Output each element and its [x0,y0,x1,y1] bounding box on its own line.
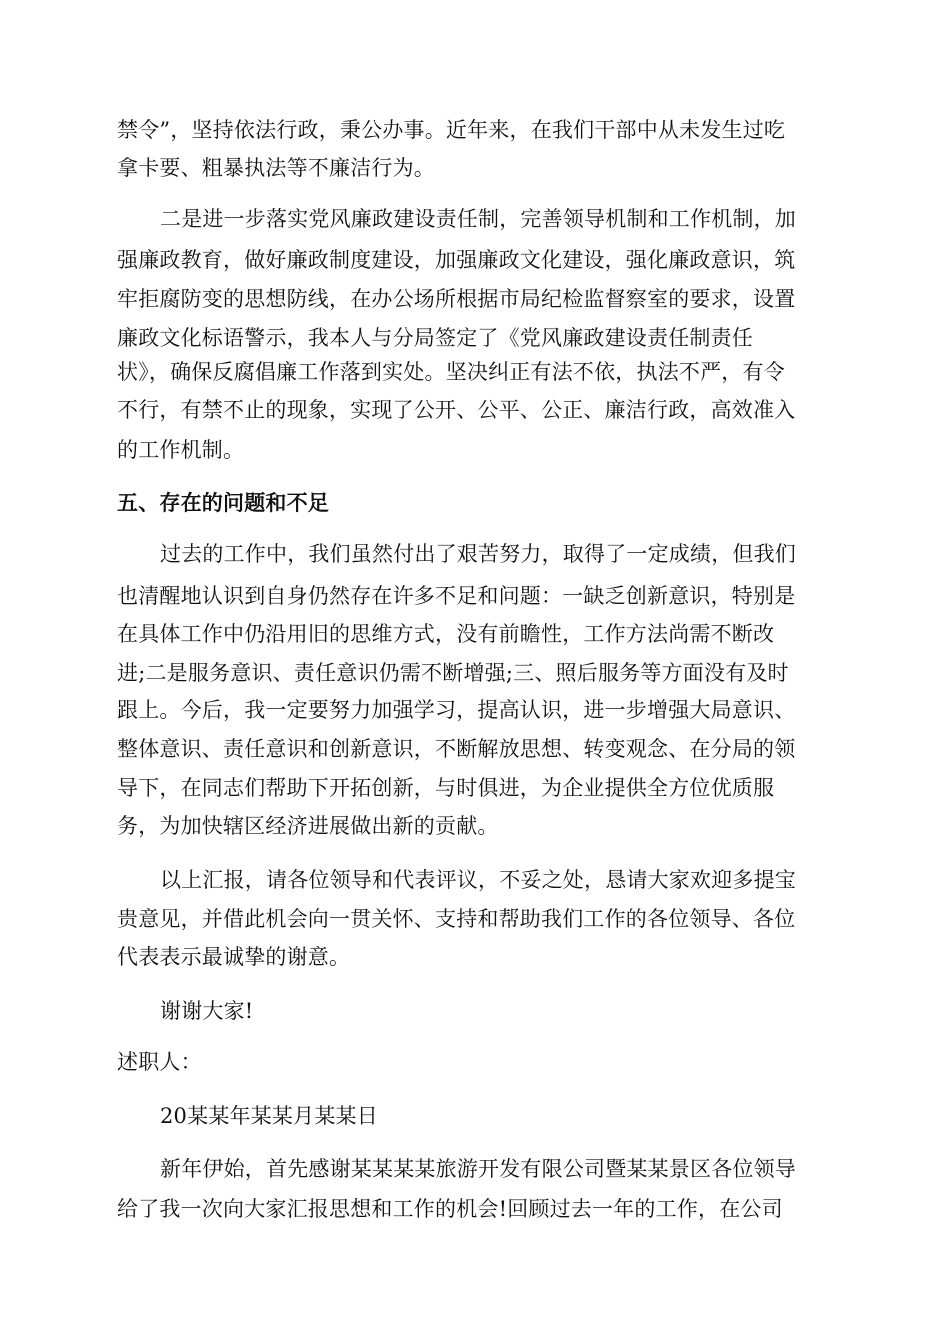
signature-label: 述职人： [117,1050,202,1074]
body-text-line: 进;二是服务意识、责任意识仍需不断增强;三、照后服务等方面没有及时 [117,661,789,685]
body-text-line: 在具体工作中仍沿用旧的思维方式，没有前瞻性，工作方法尚需不断改 [117,622,775,646]
body-text-line: 整体意识、责任意识和创新意识，不断解放思想、转变观念、在分局的领 [117,737,796,761]
body-text-line: 的工作机制。 [117,438,245,462]
paragraph-first-line: 以上汇报，请各位领导和代表评议，不妥之处，恳请大家欢迎多提宝 [160,868,796,892]
body-text-line: 牢拒腐防变的思想防线，在办公场所根据市局纪检监督察室的要求，设置 [117,287,796,311]
paragraph-first-line: 新年伊始，首先感谢某某某某旅游开发有限公司暨某某景区各位领导 [160,1157,796,1181]
paragraph-first-line: 二是进一步落实党风廉政建设责任制，完善领导机制和工作机制，加 [160,207,796,231]
body-text-line: 也清醒地认识到自身仍然存在许多不足和问题：一缺乏创新意识，特别是 [117,584,796,608]
body-text-line: 廉政文化标语警示，我本人与分局签定了《党风廉政建设责任制责任 [117,326,753,350]
body-text-line: 务，为加快辖区经济进展做出新的贡献。 [117,814,499,838]
body-text-line: 不行，有禁不止的现象，实现了公开、公平、公正、廉洁行政，高效准入 [117,398,796,422]
body-text-line: 强廉政教育，做好廉政制度建设，加强廉政文化建设，强化廉政意识，筑 [117,248,796,272]
body-text-line: 导下，在同志们帮助下开拓创新，与时俱进，为企业提供全方位优质服 [117,776,775,800]
section-heading: 五、存在的问题和不足 [117,491,329,515]
body-text-line: 跟上。今后，我一定要努力加强学习，提高认识，进一步增强大局意识、 [117,698,796,722]
thanks-line: 谢谢大家! [160,999,254,1023]
date-line: 20某某年某某月某某日 [160,1104,378,1128]
body-text-line: 给了我一次向大家汇报思想和工作的机会!回顾过去一年的工作，在公司 [117,1197,783,1221]
body-text-line: 贵意见，并借此机会向一贯关怀、支持和帮助我们工作的各位领导、各位 [117,907,796,931]
body-text-line: 代表表示最诚挚的谢意。 [117,945,351,969]
body-text-line: 状》，确保反腐倡廉工作落到实处。坚决纠正有法不依，执法不严，有令 [117,360,785,384]
body-text-line: 拿卡要、粗暴执法等不廉洁行为。 [117,156,435,180]
body-text-line: 禁令”，坚持依法行政，秉公办事。近年来，在我们干部中从未发生过吃 [117,118,786,142]
paragraph-first-line: 过去的工作中，我们虽然付出了艰苦努力，取得了一定成绩，但我们 [160,542,796,566]
